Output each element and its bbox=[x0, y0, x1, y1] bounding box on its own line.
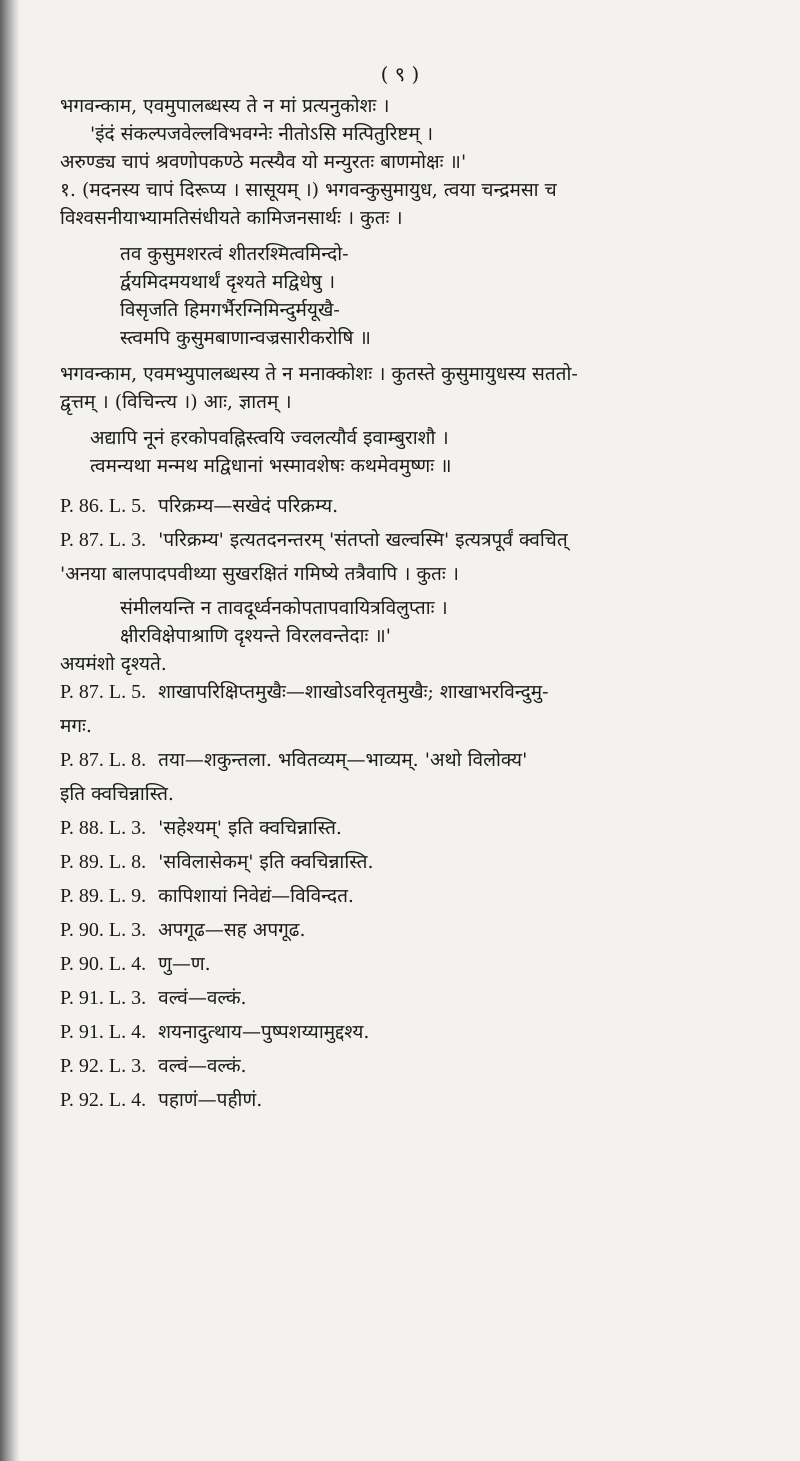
reading-text: 'अनया बालपादपवीथ्या सुखरक्षितं गमिष्ये तत्रैवापि । कुतः । bbox=[60, 563, 459, 585]
reading-text: इति क्वचिन्नास्ति. bbox=[60, 783, 174, 805]
verse-line: तव कुसुमशरत्वं शीतरश्मित्वमिन्दो- bbox=[120, 243, 349, 265]
reading-text: 'परिक्रम्य' इत्यतदनन्तरम् 'संतप्तो खल्वस्मि' इत्यत्रपूर्वं क्वचित् bbox=[158, 529, 568, 551]
reading-text: वल्वं—वल्कं. bbox=[158, 987, 247, 1009]
page-number: ( ९ ) bbox=[380, 62, 420, 86]
reading-entry bbox=[60, 678, 760, 706]
reading-continuation bbox=[60, 780, 760, 808]
reading-entry bbox=[60, 950, 760, 978]
variant-readings bbox=[60, 492, 760, 1114]
reading-entry bbox=[60, 848, 760, 876]
reading-text: शयनादुत्थाय—पुष्पशय्यामुद्दश्य. bbox=[158, 1021, 370, 1043]
reading-entry bbox=[60, 526, 760, 554]
reading-text: 'सहेश्यम्' इति क्वचिन्नास्ति. bbox=[158, 817, 342, 839]
reading-location: P. 87. L. 3. bbox=[60, 529, 147, 551]
verse-line: संमीलयन्ति न तावदूर्ध्वनकोपतापवायित्रविलुप्ताः । bbox=[120, 597, 448, 619]
text-line: 'इंदं संकल्पजवेल्लविभवग्नेः नीतोऽसि मत्पितुरिष्टम् । bbox=[90, 123, 434, 145]
reading-entry bbox=[60, 882, 760, 910]
reading-location: P. 92. L. 3. bbox=[60, 1055, 147, 1077]
verse-line: र्द्वयमिदमयथार्थं दृश्यते मद्विधेषु । bbox=[120, 271, 336, 293]
verse-line: स्त्वमपि कुसुमबाणान्वज्रसारीकरोषि ॥ bbox=[120, 327, 371, 349]
reading-text: 'सविलासेकम्' इति क्वचिन्नास्ति. bbox=[158, 851, 374, 873]
reading-text: वल्वं—वल्कं. bbox=[158, 1055, 247, 1077]
verse-line: विसृजति हिमगर्भैरग्निमिन्दुर्मयूखै- bbox=[120, 299, 340, 321]
text-line: अरुण्ड्य चापं श्रवणोपकण्ठे मत्स्यैव यो मन्युरतः बाणमोक्षः ॥' bbox=[60, 151, 467, 173]
reading-text: शाखापरिक्षिप्तमुखैः—शाखोऽवरिवृतमुखैः; शाखाभरविन्दुमु- bbox=[158, 681, 549, 703]
reading-continuation bbox=[60, 712, 760, 740]
reading-location: P. 92. L. 4. bbox=[60, 1089, 147, 1111]
verse-line: क्षीरविक्षेपाश्राणि दृश्यन्ते विरलवन्तेदाः ॥' bbox=[120, 625, 391, 647]
verse-line: त्वमन्यथा मन्मथ मद्विधानां भस्मावशेषः कथमेवमुष्णः ॥ bbox=[90, 455, 452, 477]
reading-text: परिक्रम्य—सखेदं परिक्रम्य. bbox=[158, 495, 339, 517]
reading-entry bbox=[60, 814, 760, 842]
reading-entry bbox=[60, 916, 760, 944]
reading-text: कापिशायां निवेद्यं—विविन्दत. bbox=[158, 885, 354, 907]
reading-entry bbox=[60, 492, 760, 520]
text-line: भगवन्काम, एवमभ्युपालब्धस्य ते न मनाक्कोशः । कुतस्ते कुसुमायुधस्य सततो- bbox=[60, 363, 578, 385]
text-line: अयमंशो दृश्यते. bbox=[60, 653, 167, 675]
reading-entry bbox=[60, 1018, 760, 1046]
reading-location: P. 91. L. 3. bbox=[60, 987, 147, 1009]
reading-location: P. 90. L. 3. bbox=[60, 919, 147, 941]
reading-location: P. 89. L. 8. bbox=[60, 851, 147, 873]
reading-text: मगः. bbox=[60, 715, 92, 737]
verse-line: अद्यापि नूनं हरकोपवह्निस्त्वयि ज्वलत्यौर्व इवाम्बुराशौ । bbox=[90, 427, 449, 449]
reading-text: तया—शकुन्तला. भवितव्यम्—भाव्यम्. 'अथो विलोक्य' bbox=[158, 749, 528, 771]
reading-location: P. 89. L. 9. bbox=[60, 885, 147, 907]
reading-text: अपगूढ—सह अपगूढ. bbox=[158, 919, 306, 941]
text-line: भगवन्काम, एवमुपालब्धस्य ते न मां प्रत्यनुकोशः । bbox=[60, 95, 390, 117]
reading-location: P. 90. L. 4. bbox=[60, 953, 147, 975]
reading-entry bbox=[60, 1086, 760, 1114]
reading-location: P. 87. L. 5. bbox=[60, 681, 147, 703]
reading-entry bbox=[60, 746, 760, 774]
reading-location: P. 88. L. 3. bbox=[60, 817, 147, 839]
reading-text: पहाणं—पहीणं. bbox=[158, 1089, 263, 1111]
reading-entry bbox=[60, 984, 760, 1012]
text-line: १. (मदनस्य चापं दिरूप्य । सासूयम् ।) भगवन्कुसुमायुध, त्वया चन्द्रमसा च bbox=[60, 179, 557, 201]
text-line: द्वृत्तम् । (विचिन्त्य ।) आः, ज्ञातम् । bbox=[60, 391, 292, 413]
reading-location: P. 86. L. 5. bbox=[60, 495, 147, 517]
reading-location: P. 91. L. 4. bbox=[60, 1021, 147, 1043]
reading-text: णु—ण. bbox=[158, 953, 211, 975]
book-spine-shadow bbox=[0, 0, 20, 1461]
page-body bbox=[60, 92, 760, 1120]
reading-continuation bbox=[60, 560, 760, 588]
text-line: विश्वसनीयाभ्यामतिसंधीयते कामिजनसार्थः । कुतः । bbox=[60, 207, 403, 229]
reading-location: P. 87. L. 8. bbox=[60, 749, 147, 771]
reading-entry bbox=[60, 1052, 760, 1080]
